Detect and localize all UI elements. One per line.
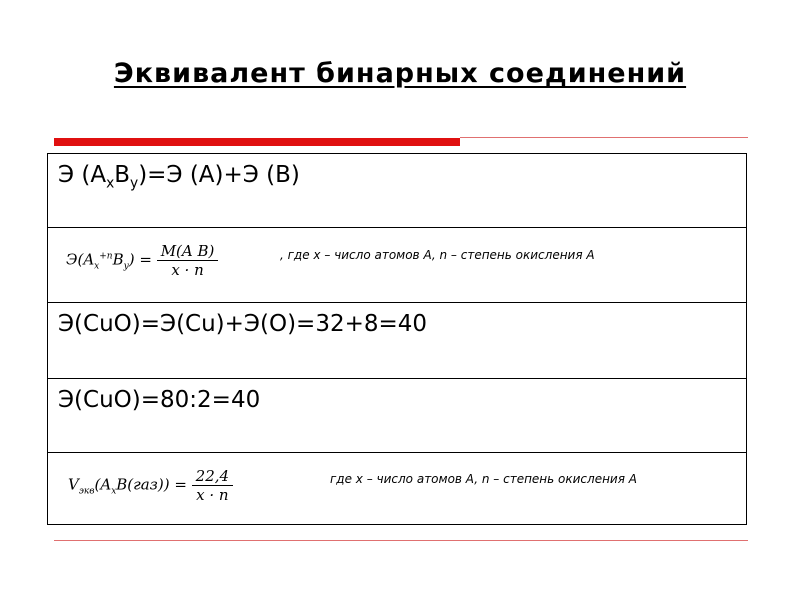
accent-bar bbox=[54, 138, 460, 146]
table-row bbox=[48, 228, 746, 303]
content-table bbox=[47, 153, 747, 525]
example-division: Э(CuO)=80:2=40 bbox=[58, 387, 261, 413]
accent-line bbox=[460, 137, 748, 138]
example-sum: Э(CuO)=Э(Cu)+Э(O)=32+8=40 bbox=[58, 311, 428, 337]
equivalent-general-formula: $Э(A_x^{+n}B_y)$ = $\frac{\text{M(A B)}}{x \cdot n}$ bbox=[66, 242, 218, 279]
volume-equivalent-formula: $V_{экв}(A_xB(газ))$ = $\frac{22,4}{x \cdot n}$ bbox=[68, 467, 233, 504]
formula-fraction: $\frac{22,4}{x \cdot n}$ bbox=[192, 467, 233, 504]
table-row bbox=[48, 379, 746, 453]
formula-fraction: $\frac{\text{M(A B)}}{x \cdot n}$ bbox=[157, 242, 219, 279]
accent-line-bottom bbox=[54, 540, 748, 541]
formula-note: где x – число атомов A, n – степень окисления A bbox=[330, 472, 637, 486]
table-row bbox=[48, 453, 746, 525]
table-row bbox=[48, 154, 746, 228]
formula-note: , где x – число атомов A, n – степень окисления A bbox=[280, 248, 595, 262]
table-row bbox=[48, 303, 746, 379]
equivalent-sum-formula: Э $(A_xB_y)=Э$ (A)+Э (B) bbox=[58, 162, 300, 192]
slide-title: Эквивалент бинарных соединений bbox=[113, 58, 687, 89]
